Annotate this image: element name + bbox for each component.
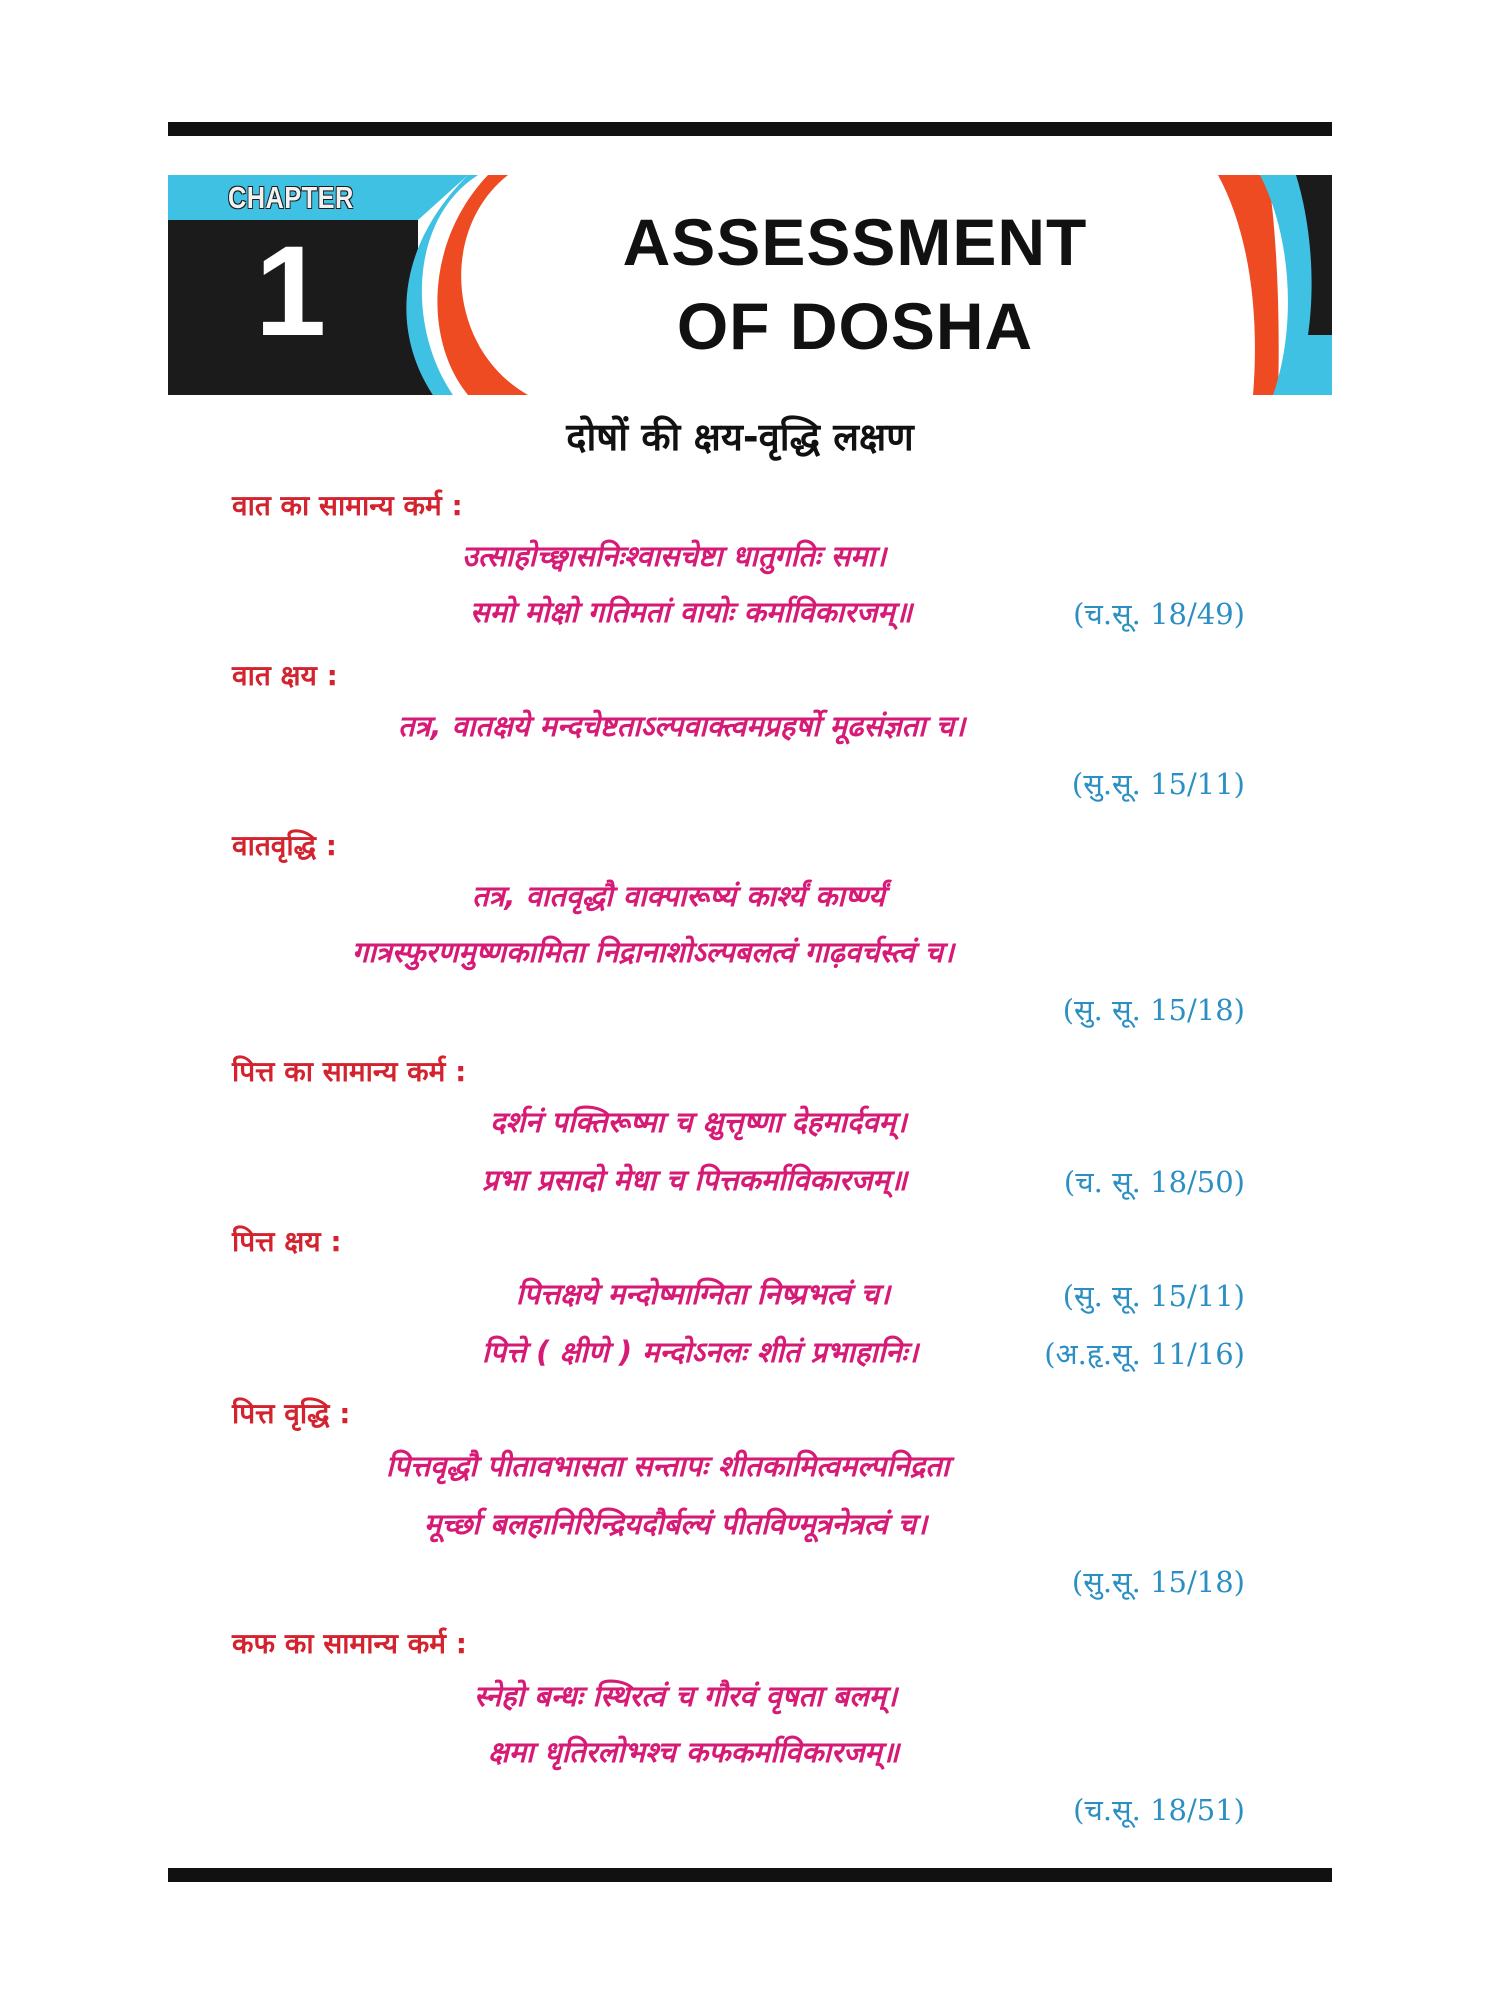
section-heading: पित्त क्षय : [232,1225,342,1258]
verse-reference: (सु. सू. 15/18) [1062,993,1245,1027]
verse-reference: (सु.सू. 15/11) [1071,767,1245,801]
verse-line: तत्र, वातक्षये मन्दचेष्टताऽल्पवाक्त्वमप्रहर्षो मूढसंज्ञता च। [398,709,966,743]
verse-reference: (सु.सू. 15/18) [1071,1565,1245,1599]
top-rule [168,122,1332,136]
verse-line: स्नेहो बन्धः स्थिरत्वं च गौरवं वृषता बलम्। [474,1679,898,1713]
section-heading: पित्त का सामान्य कर्म : [232,1055,467,1088]
verse-line: दर्शनं पक्तिरूष्मा च क्षुत्तृष्णा देहमार्दवम्। [490,1105,907,1139]
verse-line: क्षमा धृतिरलोभश्च कफकर्माविकारजम्॥ [488,1735,900,1769]
chapter-label: CHAPTER [228,180,354,215]
page-title-line1: ASSESSMENT [622,205,1088,279]
verse-line: पित्ते ( क्षीणे ) मन्दोऽनलः शीतं प्रभाहानिः। [482,1335,919,1369]
verse-line: पित्तक्षये मन्दोष्माग्निता निष्प्रभत्वं च। [516,1277,890,1311]
verse-line: तत्र, वातवृद्धौ वाक्पारूष्यं कार्श्यं कार्ष्ण्यं [472,879,885,913]
section-heading: वातवृद्धि : [232,829,337,862]
verse-line: समो मोक्षो गतिमतां वायोः कर्माविकारजम्॥ [470,595,913,629]
page-subtitle: दोषों की क्षय-वृद्धि लक्षण [566,415,914,459]
section-heading: वात का सामान्य कर्म : [232,489,463,522]
verse-line: मूर्च्छा बलहानिरिन्द्रियदौर्बल्यं पीतविण्मूत्रनेत्रत्वं च। [424,1507,928,1541]
verse-reference: (च.सू. 18/51) [1073,1793,1245,1827]
verse-reference: (च.सू. 18/49) [1073,597,1245,631]
verse-reference: (सु. सू. 15/11) [1062,1279,1245,1313]
verse-line: प्रभा प्रसादो मेधा च पित्तकर्माविकारजम्॥ [482,1163,908,1197]
section-heading: पित्त वृद्धि : [232,1397,351,1430]
bottom-rule [168,1868,1332,1882]
page-title [540,200,1170,368]
chapter-number: 1 [255,220,327,363]
verse-reference: (अ.हृ.सू. 11/16) [1044,1337,1245,1371]
page-title-line2: OF DOSHA [676,289,1034,363]
verse-reference: (च. सू. 18/50) [1063,1165,1245,1199]
section-heading: कफ का सामान्य कर्म : [232,1627,467,1660]
verse-line: गात्रस्फुरणमुष्णकामिता निद्रानाशोऽल्पबलत्वं गाढ़वर्चस्त्वं च। [352,935,954,969]
section-heading: वात क्षय : [232,659,338,692]
verse-line: उत्साहोच्छ्वासनिःश्वासचेष्टा धातुगतिः समा। [462,539,887,573]
verse-line: पित्तवृद्धौ पीतावभासता सन्तापः शीतकामित्वमल्पनिद्रता [386,1449,950,1483]
